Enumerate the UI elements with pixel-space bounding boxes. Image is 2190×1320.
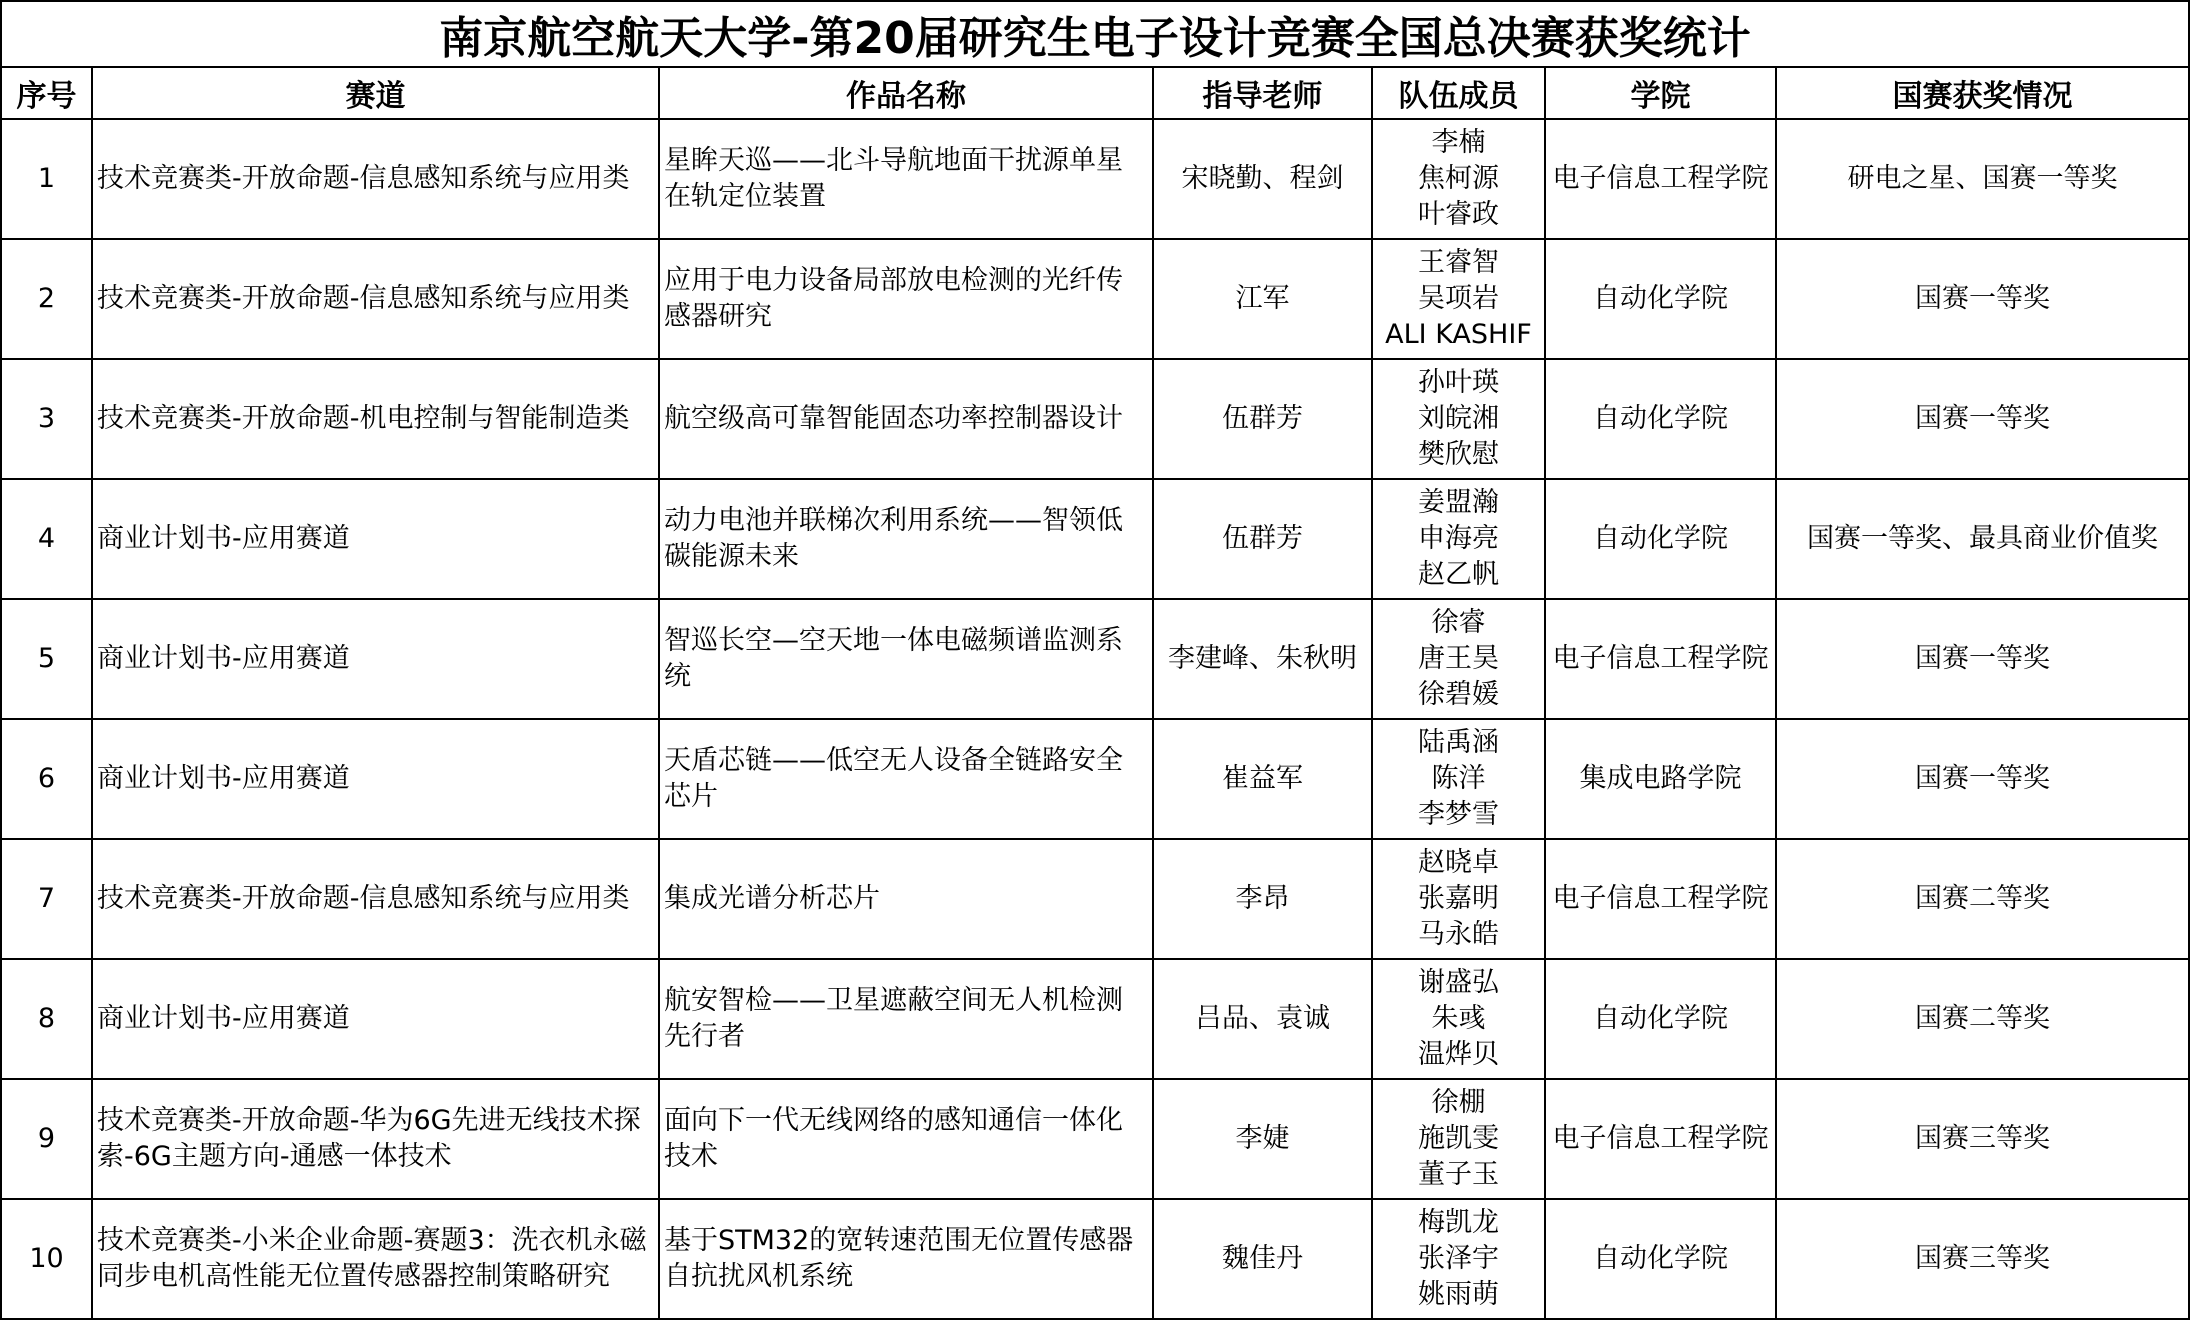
row-award: 国赛一等奖 — [1776, 359, 2189, 479]
header-members: 队伍成员 — [1372, 67, 1545, 119]
table-row — [1, 719, 2189, 839]
team-member: 张嘉明 — [1418, 883, 1499, 914]
row-advisor: 崔益军 — [1153, 719, 1372, 839]
team-member: 樊欣慰 — [1418, 439, 1499, 470]
row-track: 商业计划书-应用赛道 — [92, 479, 659, 599]
row-members — [1372, 599, 1545, 719]
row-college: 集成电路学院 — [1545, 719, 1776, 839]
team-member: 王睿智 — [1418, 247, 1499, 278]
row-index: 7 — [1, 839, 92, 959]
team-member: 张泽宇 — [1418, 1243, 1499, 1274]
row-advisor: 伍群芳 — [1153, 479, 1372, 599]
header-award: 国赛获奖情况 — [1776, 67, 2189, 119]
table-row — [1, 599, 2189, 719]
row-track: 技术竞赛类-开放命题-信息感知系统与应用类 — [92, 239, 659, 359]
header-advisor: 指导老师 — [1153, 67, 1372, 119]
row-index: 6 — [1, 719, 92, 839]
header-track: 赛道 — [92, 67, 659, 119]
row-college: 自动化学院 — [1545, 239, 1776, 359]
row-advisor: 李婕 — [1153, 1079, 1372, 1199]
team-member: 陈洋 — [1431, 763, 1486, 794]
row-college: 电子信息工程学院 — [1545, 119, 1776, 239]
header-index: 序号 — [1, 67, 92, 119]
row-index: 10 — [1, 1199, 92, 1319]
row-track: 商业计划书-应用赛道 — [92, 599, 659, 719]
row-college: 自动化学院 — [1545, 1199, 1776, 1319]
row-members — [1372, 239, 1545, 359]
header-work: 作品名称 — [659, 67, 1153, 119]
team-member: 董子玉 — [1418, 1159, 1499, 1190]
row-award: 国赛二等奖 — [1776, 959, 2189, 1079]
row-advisor: 吕品、袁诚 — [1153, 959, 1372, 1079]
table-row — [1, 119, 2189, 239]
team-member: 叶睿政 — [1418, 199, 1499, 230]
row-award: 国赛一等奖、最具商业价值奖 — [1776, 479, 2189, 599]
header-college: 学院 — [1545, 67, 1776, 119]
row-college: 自动化学院 — [1545, 959, 1776, 1079]
row-advisor: 魏佳丹 — [1153, 1199, 1372, 1319]
team-member: 申海亮 — [1418, 523, 1499, 554]
row-index: 3 — [1, 359, 92, 479]
table-row — [1, 839, 2189, 959]
row-work-name: 动力电池并联梯次利用系统——智领低碳能源未来 — [659, 479, 1153, 599]
row-work-name: 基于STM32的宽转速范围无位置传感器自抗扰风机系统 — [659, 1199, 1153, 1319]
team-member: 徐睿 — [1431, 607, 1486, 638]
row-index: 2 — [1, 239, 92, 359]
row-track: 技术竞赛类-开放命题-信息感知系统与应用类 — [92, 119, 659, 239]
row-members — [1372, 119, 1545, 239]
table-row — [1, 1199, 2189, 1319]
sheet-title: 南京航空航天大学-第20届研究生电子设计竞赛全国总决赛获奖统计 — [1, 1, 2189, 67]
row-award: 国赛一等奖 — [1776, 599, 2189, 719]
row-award: 国赛二等奖 — [1776, 839, 2189, 959]
team-member: 赵晓卓 — [1418, 847, 1499, 878]
team-member: 焦柯源 — [1418, 163, 1499, 194]
row-work-name: 航安智检——卫星遮蔽空间无人机检测先行者 — [659, 959, 1153, 1079]
team-member: 陆禹涵 — [1418, 727, 1499, 758]
row-index: 8 — [1, 959, 92, 1079]
team-member: 吴项岩 — [1418, 283, 1499, 314]
row-advisor: 李建峰、朱秋明 — [1153, 599, 1372, 719]
row-index: 9 — [1, 1079, 92, 1199]
team-member: 姜盟瀚 — [1418, 487, 1499, 518]
team-member: 赵乙帆 — [1418, 559, 1499, 590]
team-member: 朱彧 — [1431, 1003, 1486, 1034]
row-index: 4 — [1, 479, 92, 599]
row-college: 电子信息工程学院 — [1545, 1079, 1776, 1199]
row-award: 国赛一等奖 — [1776, 719, 2189, 839]
row-work-name: 智巡长空—空天地一体电磁频谱监测系统 — [659, 599, 1153, 719]
row-work-name: 面向下一代无线网络的感知通信一体化技术 — [659, 1079, 1153, 1199]
table-row — [1, 479, 2189, 599]
row-work-name: 星眸天巡——北斗导航地面干扰源单星在轨定位装置 — [659, 119, 1153, 239]
row-work-name: 集成光谱分析芯片 — [659, 839, 1153, 959]
table-row — [1, 959, 2189, 1079]
row-advisor: 宋晓勤、程剑 — [1153, 119, 1372, 239]
team-member: 马永皓 — [1418, 919, 1499, 950]
row-track: 商业计划书-应用赛道 — [92, 959, 659, 1079]
row-college: 自动化学院 — [1545, 479, 1776, 599]
row-advisor: 李昂 — [1153, 839, 1372, 959]
table-row — [1, 359, 2189, 479]
team-member: 徐碧媛 — [1418, 679, 1499, 710]
table-row — [1, 239, 2189, 359]
row-work-name: 应用于电力设备局部放电检测的光纤传感器研究 — [659, 239, 1153, 359]
header-row — [1, 67, 2189, 119]
row-track: 技术竞赛类-开放命题-机电控制与智能制造类 — [92, 359, 659, 479]
row-college: 自动化学院 — [1545, 359, 1776, 479]
team-member: 唐王昊 — [1418, 643, 1499, 674]
row-work-name: 航空级高可靠智能固态功率控制器设计 — [659, 359, 1153, 479]
row-index: 1 — [1, 119, 92, 239]
team-member: 施凯雯 — [1418, 1123, 1499, 1154]
row-advisor: 伍群芳 — [1153, 359, 1372, 479]
row-advisor: 江军 — [1153, 239, 1372, 359]
row-index: 5 — [1, 599, 92, 719]
team-member: 李梦雪 — [1418, 799, 1499, 830]
table-row — [1, 1079, 2189, 1199]
row-college: 电子信息工程学院 — [1545, 839, 1776, 959]
row-track: 商业计划书-应用赛道 — [92, 719, 659, 839]
team-member: 姚雨萌 — [1418, 1279, 1499, 1310]
row-track: 技术竞赛类-小米企业命题-赛题3：洗衣机永磁同步电机高性能无位置传感器控制策略研究 — [92, 1199, 659, 1319]
row-award: 国赛三等奖 — [1776, 1199, 2189, 1319]
row-award: 国赛一等奖 — [1776, 239, 2189, 359]
team-member: 孙叶瑛 — [1418, 367, 1499, 398]
team-member: 徐棚 — [1431, 1087, 1486, 1118]
row-track: 技术竞赛类-开放命题-华为6G先进无线技术探索-6G主题方向-通感一体技术 — [92, 1079, 659, 1199]
team-member: 谢盛弘 — [1418, 967, 1499, 998]
row-members — [1372, 719, 1545, 839]
row-members — [1372, 1199, 1545, 1319]
row-members — [1372, 959, 1545, 1079]
row-award: 国赛三等奖 — [1776, 1079, 2189, 1199]
row-members — [1372, 1079, 1545, 1199]
row-members — [1372, 839, 1545, 959]
row-college: 电子信息工程学院 — [1545, 599, 1776, 719]
team-member: 温烨贝 — [1418, 1039, 1499, 1070]
row-members — [1372, 479, 1545, 599]
team-member: 李楠 — [1431, 127, 1486, 158]
team-member: ALI KASHIF — [1385, 319, 1532, 350]
row-track: 技术竞赛类-开放命题-信息感知系统与应用类 — [92, 839, 659, 959]
row-award: 研电之星、国赛一等奖 — [1776, 119, 2189, 239]
team-member: 梅凯龙 — [1418, 1207, 1499, 1238]
row-work-name: 天盾芯链——低空无人设备全链路安全芯片 — [659, 719, 1153, 839]
team-member: 刘皖湘 — [1418, 403, 1499, 434]
row-members — [1372, 359, 1545, 479]
